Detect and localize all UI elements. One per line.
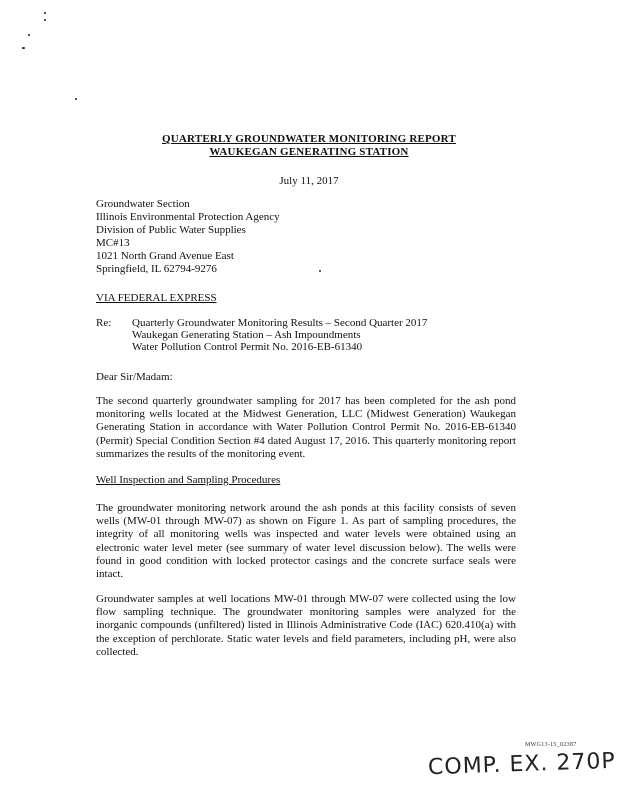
address-line: Groundwater Section xyxy=(96,198,190,210)
scan-speck xyxy=(319,270,321,272)
address-line: 1021 North Grand Avenue East xyxy=(96,250,234,262)
scan-speck xyxy=(22,47,25,49)
re-line: Waukegan Generating Station – Ash Impoundments xyxy=(132,329,361,341)
scan-speck xyxy=(44,12,46,14)
salutation: Dear Sir/Madam: xyxy=(96,371,173,383)
report-title-line1: QUARTERLY GROUNDWATER MONITORING REPORT xyxy=(162,133,456,145)
scan-speck xyxy=(75,98,77,100)
samples-paragraph: Groundwater samples at well locations MW-01 through MW-07 were collected using the low flow sampling technique. The groundwater monitoring samples were analyzed for the inorganic compounds (unfiltered) listed in Illinois Administrative Code (IAC) 620.410(a) with the exception of perchlorate. Static water levels and field parameters, including pH, were also collected. xyxy=(96,593,516,658)
exhibit-stamp: COMP. EX. 270P xyxy=(427,748,617,781)
letter-date: July 11, 2017 xyxy=(279,175,339,187)
delivery-method: VIA FEDERAL EXPRESS xyxy=(96,292,217,304)
report-title-line2: WAUKEGAN GENERATING STATION xyxy=(209,146,409,158)
re-label: Re: xyxy=(96,317,112,329)
network-paragraph: The groundwater monitoring network around the ash ponds at this facility consists of seven wells (MW-01 through MW-07) as shown on Figure 1. As part of sampling procedures, the integrity of all monitoring wells was inspected and water levels were obtained using an electronic water level meter (see summary of water level discussion below). The wells were found in good condition with locked protector casings and the concrete surface seals were intact. xyxy=(96,502,516,581)
address-line: Springfield, IL 62794-9276 xyxy=(96,263,217,275)
re-subject xyxy=(132,317,427,353)
scan-speck xyxy=(28,34,30,36)
section-heading: Well Inspection and Sampling Procedures xyxy=(96,474,281,486)
bates-number: MWG13-15_02387 xyxy=(525,742,577,748)
address-line: MC#13 xyxy=(96,237,130,249)
recipient-address xyxy=(96,198,280,276)
intro-paragraph: The second quarterly groundwater sampling for 2017 has been completed for the ash pond monitoring wells located at the Midwest Generation, LLC (Midwest Generation) Waukegan Generating Station in accordance with Water Pollution Control Permit No. 2016-EB-61340 (Permit) Special Condition Section #4 dated August 17, 2016. This quarterly monitoring report summarizes the results of the monitoring event. xyxy=(96,395,516,460)
re-line: Quarterly Groundwater Monitoring Results – Second Quarter 2017 xyxy=(132,317,428,329)
address-line: Division of Public Water Supplies xyxy=(96,224,246,236)
re-line: Water Pollution Control Permit No. 2016-EB-61340 xyxy=(132,341,363,353)
address-line: Illinois Environmental Protection Agency xyxy=(96,211,280,223)
scan-speck xyxy=(44,19,46,21)
